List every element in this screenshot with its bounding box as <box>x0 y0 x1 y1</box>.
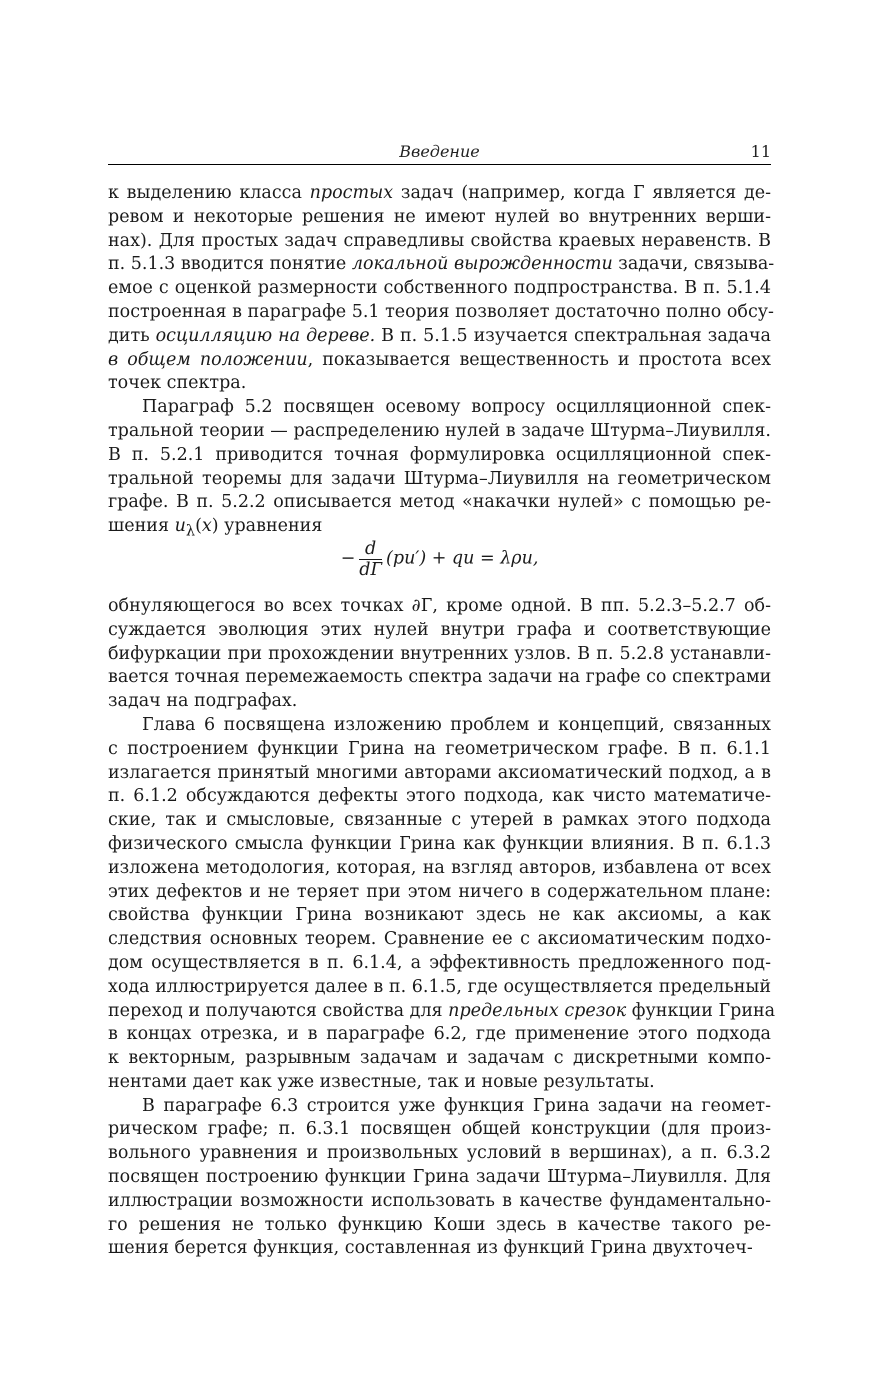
text-line <box>108 904 771 928</box>
text-run: тральной теории — распределению нулей в задаче Штурма–Лиувилля. <box>108 420 771 441</box>
text-line <box>108 1118 771 1142</box>
text-line <box>108 643 771 667</box>
text-run: графе. В п. 5.2.2 описывается метод «накачки нулей» с помощью ре- <box>108 492 771 513</box>
text-line <box>108 325 771 349</box>
text-run: Глава 6 посвящена изложению проблем и концепций, связанных <box>142 714 771 735</box>
text-run: дить <box>108 325 156 346</box>
italic-run: предельных срезок <box>448 1000 627 1021</box>
text-line <box>108 1142 771 1166</box>
page-number: 11 <box>750 142 771 161</box>
text-run: иллюстрации возможности использовать в качестве фундаментально- <box>108 1190 771 1211</box>
italic-run: локальной вырожденности <box>351 254 613 275</box>
italic-run: u <box>174 516 186 537</box>
text-run: п. 5.1.3 вводится понятие <box>108 254 352 275</box>
eq-denominator: dГ <box>359 559 383 580</box>
text-line <box>108 301 774 325</box>
text-run: шения <box>108 516 175 537</box>
text-line <box>108 928 771 952</box>
text-run: ) уравнения <box>211 516 323 537</box>
text-run: с построением функции Грина на геометрическом графе. В п. 6.1.1 <box>108 738 771 759</box>
text-run: излагается принятый многими авторами аксиоматический подход, а в <box>108 762 771 783</box>
text-line <box>108 1095 771 1119</box>
text-line <box>108 1166 771 1190</box>
text-run: го решения не только функцию Коши здесь в качестве такого ре- <box>108 1214 771 1235</box>
text-line <box>108 277 771 301</box>
text-run: бифуркации при прохождении внутренних узлов. В п. 5.2.8 устанавли- <box>108 643 771 664</box>
italic-run: простых <box>309 183 394 203</box>
text-line <box>108 857 771 881</box>
text-run: свойства функции Грина возникают здесь не как аксиомы, а как <box>108 905 771 926</box>
text-run: физического смысла функции Грина как функции влияния. В п. 6.1.3 <box>108 833 771 854</box>
text-line <box>108 349 771 373</box>
text-line <box>108 372 771 396</box>
text-line <box>108 182 771 206</box>
text-run: хода иллюстрируется далее в п. 6.1.5, где осуществляется предельный <box>108 976 771 997</box>
text-line <box>108 762 771 786</box>
text-run: вается точная перемежаемость спектра задачи на графе со спектрами <box>108 667 772 688</box>
running-head <box>108 140 771 165</box>
text-run: переход и получаются свойства для <box>108 1000 449 1021</box>
eq-minus: − <box>340 548 356 569</box>
text-run: ские, так и смысловые, связанные с утерей в рамках этого подхода <box>108 810 771 831</box>
text-run: дом осуществляется в п. 6.1.4, а эффективность предложенного под- <box>108 952 771 973</box>
subscript: λ <box>185 522 196 540</box>
text-line <box>108 206 771 230</box>
text-run: , показывается вещественность и простота всех <box>307 349 772 370</box>
text-run: функции Грина <box>626 1000 776 1021</box>
text-run: ( <box>195 516 202 537</box>
text-run: посвящен построению функции Грина задачи Штурма–Лиувилля. Для <box>108 1167 771 1188</box>
eq-numerator: d <box>359 539 382 560</box>
text-run: шения берется функция, составленная из функций Грина двухточеч- <box>108 1238 753 1259</box>
text-run: рическом графе; п. 6.3.1 посвящен общей конструкции (для произ- <box>108 1119 771 1140</box>
text-run: п. 6.1.2 обсуждаются дефекты этого подхода, как чисто математиче- <box>108 786 771 807</box>
text-run: В п. 5.1.5 изучается спектральная задача <box>375 325 771 346</box>
text-line <box>108 785 771 809</box>
text-run: построенная в параграфе 5.1 теория позволяет достаточно полно обсу- <box>108 301 774 322</box>
text-line <box>108 1190 771 1214</box>
italic-run: x <box>201 516 212 537</box>
text-run: нах). Для простых задач справедливы свойства краевых неравенств. В <box>108 230 771 251</box>
text-line <box>108 1237 771 1261</box>
text-line <box>108 595 771 619</box>
text-line <box>108 1047 771 1071</box>
text-run: обнуляющегося во всех точках ∂Г, кроме одной. В пп. 5.2.3–5.2.7 об- <box>108 595 771 616</box>
text-line <box>108 491 771 515</box>
text-line <box>108 690 771 714</box>
italic-run: в общем положении <box>108 349 308 370</box>
text-run: этих дефектов и не теряет при этом ничего в содержательном плане: <box>108 881 771 902</box>
text-line <box>108 666 771 690</box>
text-run: емое с оценкой размерности собственного подпространства. В п. 5.1.4 <box>108 278 771 299</box>
text-line <box>108 952 771 976</box>
text-line <box>108 444 771 468</box>
text-line <box>108 396 771 420</box>
text-line <box>108 714 771 738</box>
text-line <box>108 1071 771 1095</box>
display-equation <box>108 539 771 595</box>
text-run: вольного уравнения и произвольных условий в вершинах), а п. 6.3.2 <box>108 1143 771 1164</box>
text-line <box>108 833 771 857</box>
text-run: точек спектра. <box>108 373 247 394</box>
text-line <box>108 1000 776 1024</box>
text-line <box>108 1023 771 1047</box>
body-text <box>108 182 776 1261</box>
text-line <box>108 809 771 833</box>
text-run: задач (например, когда Г является де- <box>393 183 771 203</box>
text-line <box>108 468 771 492</box>
text-line <box>108 881 771 905</box>
running-head-title: Введение <box>399 142 480 161</box>
text-line <box>108 738 771 762</box>
text-run: в концах отрезка, и в параграфе 6.2, где применение этого подхода <box>108 1024 771 1045</box>
text-run: нентами дает как уже известные, так и новые результаты. <box>108 1071 655 1092</box>
text-run: изложена методология, которая, на взгляд авторов, избавлена от всех <box>108 857 771 878</box>
text-run: В п. 5.2.1 приводится точная формулировка осцилляционной спек- <box>108 444 771 465</box>
eq-fraction <box>359 539 382 580</box>
text-run: суждается эволюция этих нулей внутри графа и соответствующие <box>108 619 771 640</box>
eq-rest: (pu′) + qu = λρu, <box>386 548 539 569</box>
text-run: к векторным, разрывным задачам и задачам с дискретными компо- <box>108 1048 771 1069</box>
text-run: к выделению класса <box>108 183 310 203</box>
text-run: задач на подграфах. <box>108 691 298 712</box>
text-line <box>108 230 771 254</box>
text-line <box>108 976 771 1000</box>
text-run: ревом и некоторые решения не имеют нулей во внутренних верши- <box>108 206 771 227</box>
text-line <box>108 1214 771 1238</box>
italic-run: осцилляцию на дереве. <box>155 325 376 346</box>
text-line <box>108 420 771 444</box>
text-run: В параграфе 6.3 строится уже функция Грина задачи на геомет- <box>142 1095 771 1116</box>
text-run: следствия основных теорем. Сравнение ее с аксиоматическим подхо- <box>108 929 771 950</box>
text-run: задачи, связыва- <box>612 254 775 275</box>
text-line <box>108 253 775 277</box>
text-run: тральной теоремы для задачи Штурма–Лиувилля на геометрическом <box>108 468 771 489</box>
text-line <box>108 619 771 643</box>
text-line <box>108 515 771 539</box>
text-run: Параграф 5.2 посвящен осевому вопросу осцилляционной спек- <box>142 397 771 418</box>
